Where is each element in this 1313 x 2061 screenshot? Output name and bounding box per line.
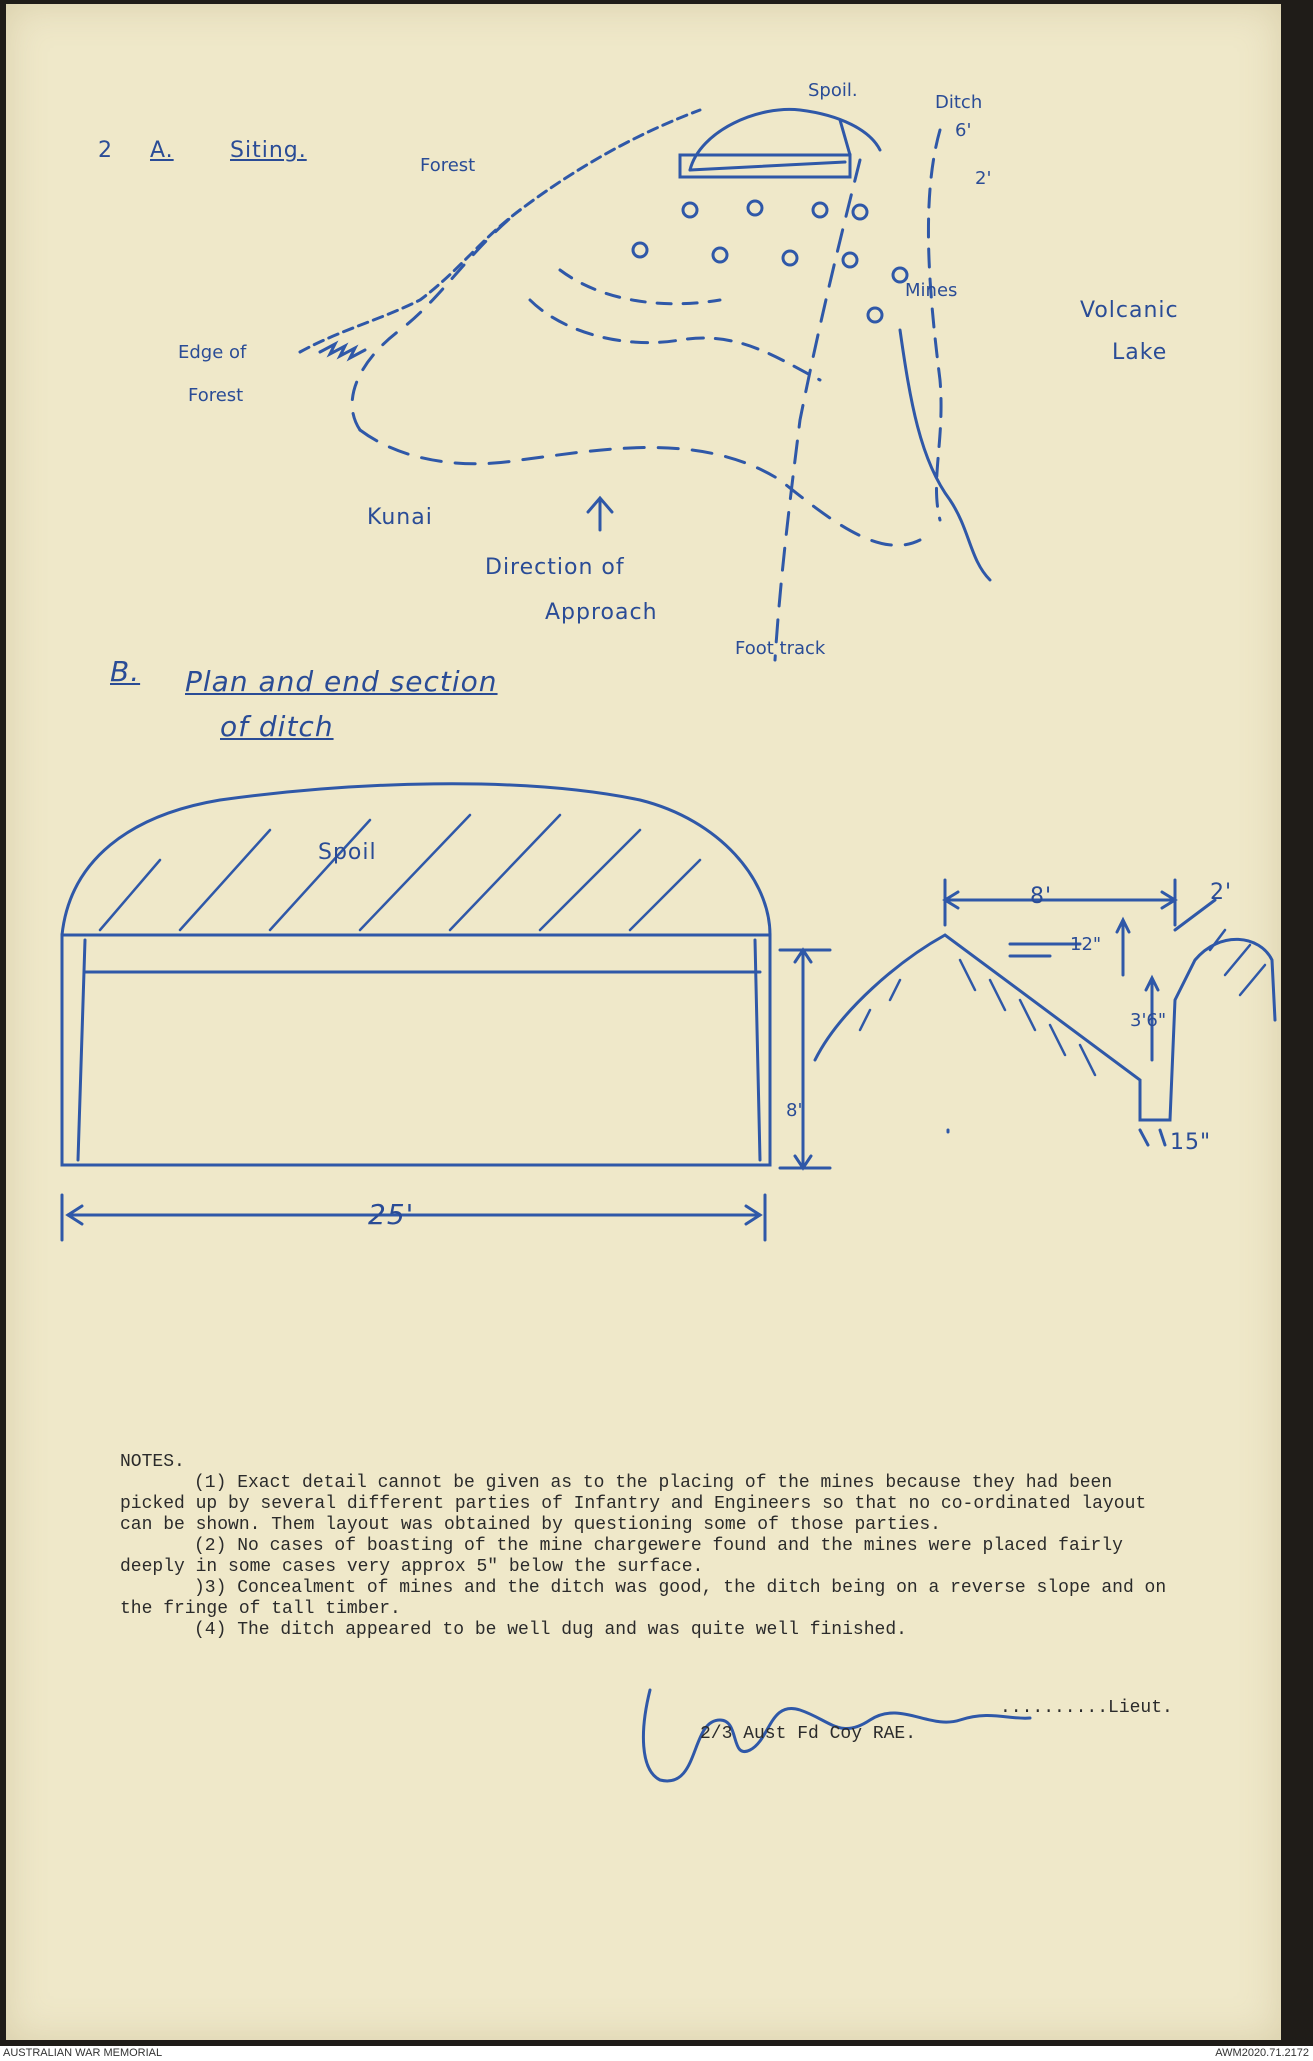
footer-accession-number: AWM2020.71.2172 — [1215, 2047, 1309, 2059]
map-label-approach: Approach — [545, 600, 658, 625]
inner-contour-1 — [530, 300, 820, 380]
section-b-title-1: Plan and end section — [185, 665, 498, 698]
plan-label-spoil: Spoil — [318, 840, 377, 865]
signature-unit: 2/3 Aust Fd Coy RAE. — [700, 1724, 917, 1744]
map-label-ditch: Ditch — [935, 92, 983, 113]
note-item-3: )3) Concealment of mines and the ditch was good, the ditch being on a reverse slope and on the fringe of tall timber. — [120, 1578, 1167, 1619]
map-label-edge-of: Edge of — [178, 342, 247, 363]
map-label-lake: Lake — [1112, 340, 1168, 365]
map-label-edge-forest: Forest — [188, 385, 244, 406]
plan-label-depth: 8' — [786, 1100, 803, 1121]
signature-rank-line: ..........Lieut. — [1000, 1698, 1173, 1718]
direction-arrow — [588, 498, 612, 530]
map-label-spoil: Spoil. — [808, 80, 858, 101]
map-label-ditch-small: 2' — [975, 168, 992, 189]
notes-heading: NOTES. — [120, 1452, 185, 1472]
note-item-1: (1) Exact detail cannot be given as to the placing of the mines because they had been picked up by several different parties of Infantry and Engineers so that no co-ordinated layout can be shown. Them layout was obtained by questioning some of those parties. — [120, 1473, 1147, 1535]
mine-markers — [633, 201, 907, 322]
section-label-bottom: 15" — [1170, 1130, 1212, 1155]
section-a-title: Siting. — [230, 138, 307, 163]
plan-label-length: 25' — [368, 1198, 415, 1231]
map-label-direction-of: Direction of — [485, 555, 625, 580]
signature-block — [700, 1698, 1173, 1744]
note-item-2: (2) No cases of boasting of the mine chargewere found and the mines were placed fairly deeply in some cases very approx 5" below the surface. — [120, 1536, 1123, 1577]
ditch-leader — [840, 120, 850, 155]
forest-edge-line — [300, 110, 700, 352]
map-label-foot-track: Foot track — [735, 638, 826, 659]
section-b-title-2: of ditch — [220, 710, 334, 743]
foot-track-line — [775, 160, 860, 660]
offset-tick — [1175, 900, 1215, 930]
ditch-section-profile — [815, 935, 1275, 1120]
ditch-plan — [62, 935, 770, 1165]
archive-footer — [0, 2046, 1313, 2061]
map-label-mines: Mines — [905, 280, 958, 301]
section-label-top-width: 8' — [1030, 884, 1053, 909]
notes-block — [120, 1452, 1170, 1641]
inner-contour-2 — [560, 270, 720, 304]
map-label-kunai: Kunai — [367, 505, 433, 530]
map-label-forest: Forest — [420, 155, 476, 176]
section-label-offset: 2' — [1210, 880, 1233, 905]
map-label-volcanic: Volcanic — [1080, 298, 1179, 323]
section-b-label: B. — [110, 655, 141, 688]
page-mark: 2 — [98, 138, 113, 163]
edge-forest-wiggle — [320, 344, 365, 358]
section-a-label: A. — [150, 138, 174, 163]
kunai-boundary — [360, 430, 920, 545]
footer-source: AUSTRALIAN WAR MEMORIAL — [3, 2047, 163, 2059]
spoil-heap — [62, 784, 770, 935]
note-item-4: (4) The ditch appeared to be well dug and was quite well finished. — [194, 1620, 907, 1640]
section-label-step: 12" — [1070, 934, 1102, 955]
section-label-depth: 3'6" — [1130, 1010, 1167, 1031]
map-label-ditch-width: 6' — [955, 120, 972, 141]
spoil-hatching — [100, 815, 700, 930]
